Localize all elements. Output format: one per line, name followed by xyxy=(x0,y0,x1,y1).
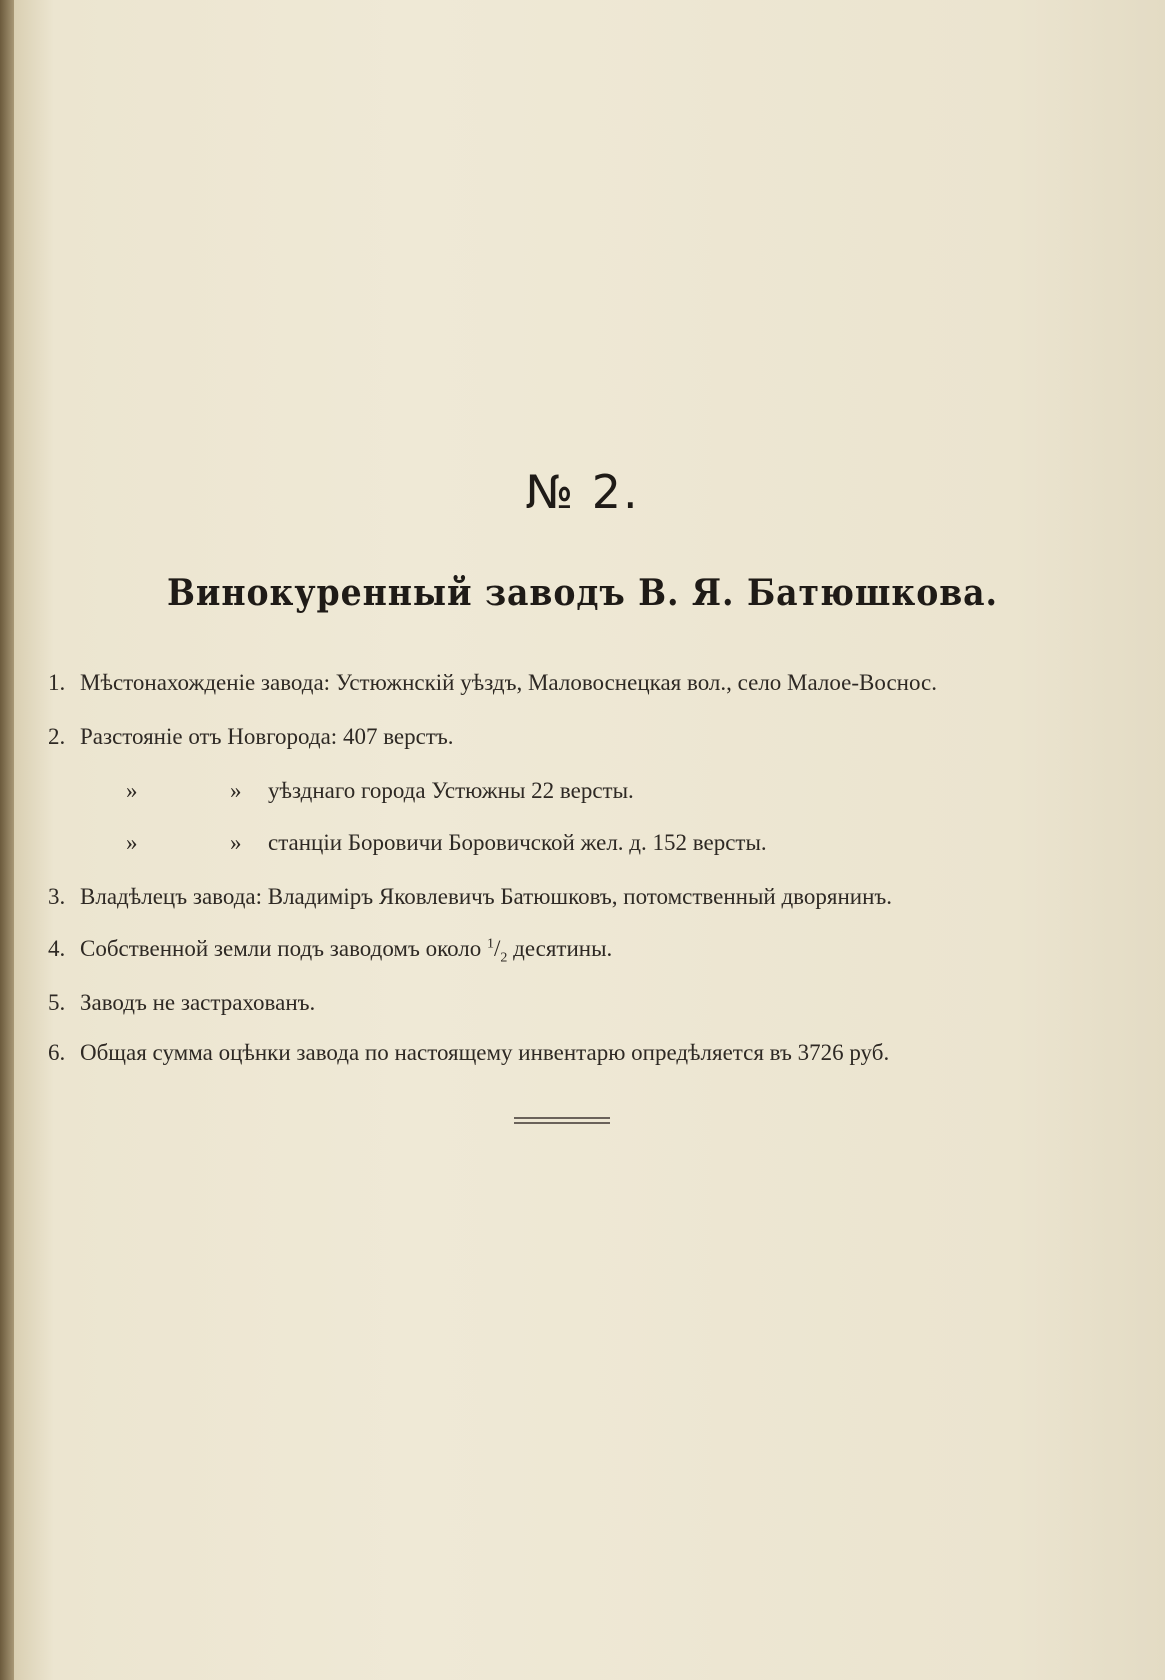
ditto-mark: » xyxy=(230,778,242,803)
closing-rule xyxy=(514,1117,610,1119)
item-text: Владѣлецъ завода: Владиміръ Яковлевичъ Батюшковъ, потомственный дворянинъ. xyxy=(80,884,893,909)
list-item-5 xyxy=(48,990,315,1016)
item-number: 1. xyxy=(48,670,66,695)
document-title: Винокуренный заводъ В. Я. Батюшкова. xyxy=(166,572,999,614)
ditto-mark: » xyxy=(126,830,138,855)
distance-text: станціи Боровичи Боровичской жел. д. 152 версты. xyxy=(268,830,767,855)
item-number: 6. xyxy=(48,1040,66,1065)
item-text-after: десятины. xyxy=(513,936,613,961)
list-item-4: 4. Собственной земли подъ заводомъ около $^1/_2$ десятины. xyxy=(48,936,613,966)
item-number: 4. xyxy=(48,936,66,961)
list-item-3 xyxy=(48,884,892,910)
item-text: Мѣстонахожденіе завода: Устюжнскій уѣздъ, Маловоснецкая вол., село Малое-Воснос. xyxy=(80,670,937,695)
fraction-denominator: 2 xyxy=(500,950,508,966)
distance-text: уѣзднаго города Устюжны 22 версты. xyxy=(268,778,634,803)
list-item-2 xyxy=(48,724,454,750)
item-text: Собственной земли подъ заводомъ около xyxy=(80,936,482,961)
ditto-mark: » xyxy=(230,830,242,855)
closing-rule xyxy=(514,1122,610,1124)
document-number: № 2. xyxy=(525,465,640,519)
item-number: 3. xyxy=(48,884,66,909)
list-item-1 xyxy=(48,670,937,696)
item-number: 2. xyxy=(48,724,66,749)
item-number: 5. xyxy=(48,990,66,1015)
item-text: Разстояніе отъ Новгорода: 407 верстъ. xyxy=(80,724,454,749)
fraction-numerator: 1 xyxy=(487,936,495,952)
item-text: Общая сумма оцѣнки завода по настоящему инвентарю опредѣляется въ 3726 руб. xyxy=(80,1040,890,1065)
item-text: Заводъ не застрахованъ. xyxy=(80,990,316,1015)
list-item-6 xyxy=(48,1040,889,1066)
page-spine xyxy=(0,0,14,1680)
ditto-mark: » xyxy=(126,778,138,803)
